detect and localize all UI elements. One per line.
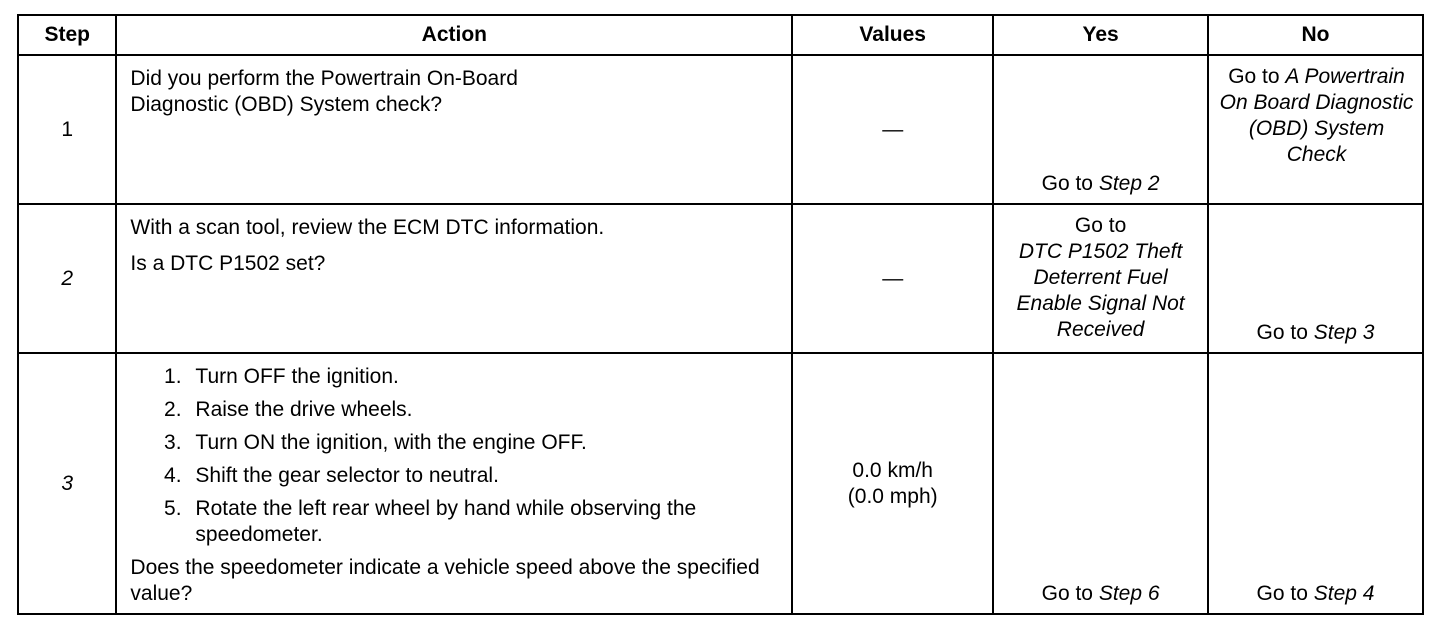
values-cell bbox=[792, 353, 993, 614]
speed-mph: (0.0 mph) bbox=[847, 484, 938, 508]
diagnostic-table bbox=[17, 14, 1424, 615]
action-question: Is a DTC P1502 set? bbox=[130, 252, 326, 275]
action-cell bbox=[116, 55, 792, 204]
header-no: No bbox=[1208, 15, 1423, 55]
yes-cell bbox=[993, 353, 1208, 614]
no-link[interactable]: Step 4 bbox=[1313, 582, 1375, 605]
yes-cell bbox=[993, 55, 1208, 204]
yes-prefix: Go to bbox=[1041, 582, 1099, 605]
list-item: 5. Rotate the left rear wheel by hand while observing the speedometer. bbox=[187, 496, 781, 548]
action-text: With a scan tool, review the ECM DTC information. bbox=[130, 216, 605, 239]
yes-link[interactable]: DTC P1502 Theft Deterrent Fuel Enable Signal Not Received bbox=[1016, 240, 1185, 341]
list-item: 3. Turn ON the ignition, with the engine OFF. bbox=[187, 430, 781, 456]
action-question: Does the speedometer indicate a vehicle speed above the specified value? bbox=[130, 556, 760, 605]
no-cell bbox=[1208, 204, 1423, 353]
step-number: 1 bbox=[18, 55, 116, 204]
speed-kmh: 0.0 km/h bbox=[852, 458, 933, 482]
action-text: Did you perform the Powertrain On-Board bbox=[130, 67, 518, 90]
yes-prefix: Go to bbox=[1074, 214, 1127, 237]
table-row bbox=[18, 55, 1423, 204]
action-cell bbox=[116, 353, 792, 614]
values-cell bbox=[792, 204, 993, 353]
step-number: 3 bbox=[18, 353, 116, 614]
header-yes: Yes bbox=[993, 15, 1208, 55]
no-link[interactable]: A Powertrain On Board Diagnostic (OBD) System Check bbox=[1219, 65, 1414, 166]
yes-link[interactable]: Step 6 bbox=[1098, 582, 1160, 605]
yes-link[interactable]: Step 2 bbox=[1098, 172, 1160, 195]
table-row bbox=[18, 353, 1423, 614]
step-number: 2 bbox=[18, 204, 116, 353]
list-item: 4. Shift the gear selector to neutral. bbox=[187, 463, 781, 489]
list-item: 1. Turn OFF the ignition. bbox=[187, 364, 781, 390]
header-values: Values bbox=[792, 15, 993, 55]
values-dash: — bbox=[882, 266, 904, 290]
list-item: 2. Raise the drive wheels. bbox=[187, 397, 781, 423]
no-prefix: Go to bbox=[1256, 582, 1314, 605]
header-step: Step bbox=[18, 15, 116, 55]
action-text: Diagnostic (OBD) System check? bbox=[130, 93, 443, 116]
header-row bbox=[18, 15, 1423, 55]
no-prefix: Go to bbox=[1228, 65, 1286, 88]
no-link[interactable]: Step 3 bbox=[1313, 321, 1375, 344]
no-cell bbox=[1208, 353, 1423, 614]
values-cell bbox=[792, 55, 993, 204]
yes-prefix: Go to bbox=[1041, 172, 1099, 195]
table-row bbox=[18, 204, 1423, 353]
values-dash: — bbox=[882, 117, 904, 141]
action-steps-list bbox=[130, 364, 781, 548]
yes-cell bbox=[993, 204, 1208, 353]
no-prefix: Go to bbox=[1256, 321, 1314, 344]
no-cell bbox=[1208, 55, 1423, 204]
header-action: Action bbox=[116, 15, 792, 55]
action-cell bbox=[116, 204, 792, 353]
